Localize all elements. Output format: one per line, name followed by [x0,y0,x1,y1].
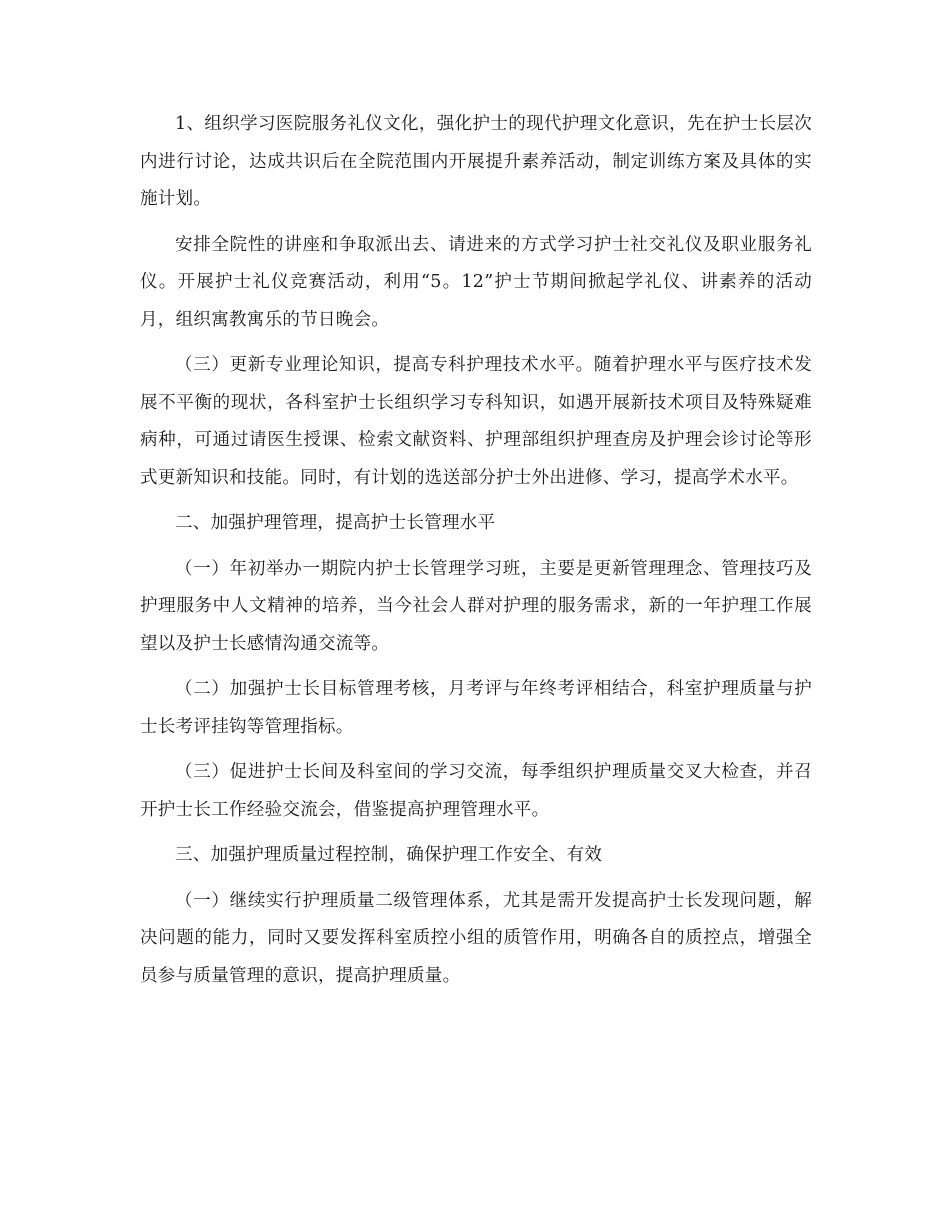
section-heading-3: 三、加强护理质量过程控制，确保护理工作安全、有效 [175,845,603,865]
paragraph-4: （一）年初举办一期院内护士长管理学习班，主要是更新管理理念、管理技巧及护理服务中人文精神的培养，当今社会人群对护理的服务需求，新的一年护理工作展望以及护士长感情沟通交流等。 [140,558,812,654]
paragraph-1: 1、组织学习医院服务礼仪文化，强化护士的现代护理文化意识，先在护士长层次内进行讨论，达成共识后在全院范围内开展提升素养活动，制定训练方案及具体的实施计划。 [140,114,812,209]
paragraph-3: （三）更新专业理论知识，提高专科护理技术水平。随着护理水平与医疗技术发展不平衡的现状，各科室护士长组织学习专科知识，如遇开展新技术项目及特殊疑难病种，可通过请医生授课、检索文献资料、护理部组织护理查房及护理会诊讨论等形式更新知识和技能。同时，有计划的选送部分护士外出进修、学习，提高学术水平。 [140,355,812,488]
document-body [140,106,812,995]
paragraph-2: 安排全院性的讲座和争取派出去、请进来的方式学习护士社交礼仪及职业服务礼仪。开展护士礼仪竞赛活动，利用“5。12”护士节期间掀起学礼仪、讲素养的活动月，组织寓教寓乐的节日晚会。 [140,234,812,330]
paragraph-5: （二）加强护士长目标管理考核，月考评与年终考评相结合，科室护理质量与护士长考评挂钩等管理指标。 [140,679,812,737]
paragraph-6: （三）促进护士长间及科室间的学习交流，每季组织护理质量交叉大检查，并召开护士长工作经验交流会，借鉴提高护理管理水平。 [140,762,812,820]
section-heading-2: 二、加强护理管理，提高护士长管理水平 [175,513,496,533]
paragraph-7: （一）继续实行护理质量二级管理体系，尤其是需开发提高护士长发现问题，解决问题的能力，同时又要发挥科室质控小组的质管作用，明确各自的质控点，增强全员参与质量管理的意识，提高护理质量。 [140,890,812,986]
